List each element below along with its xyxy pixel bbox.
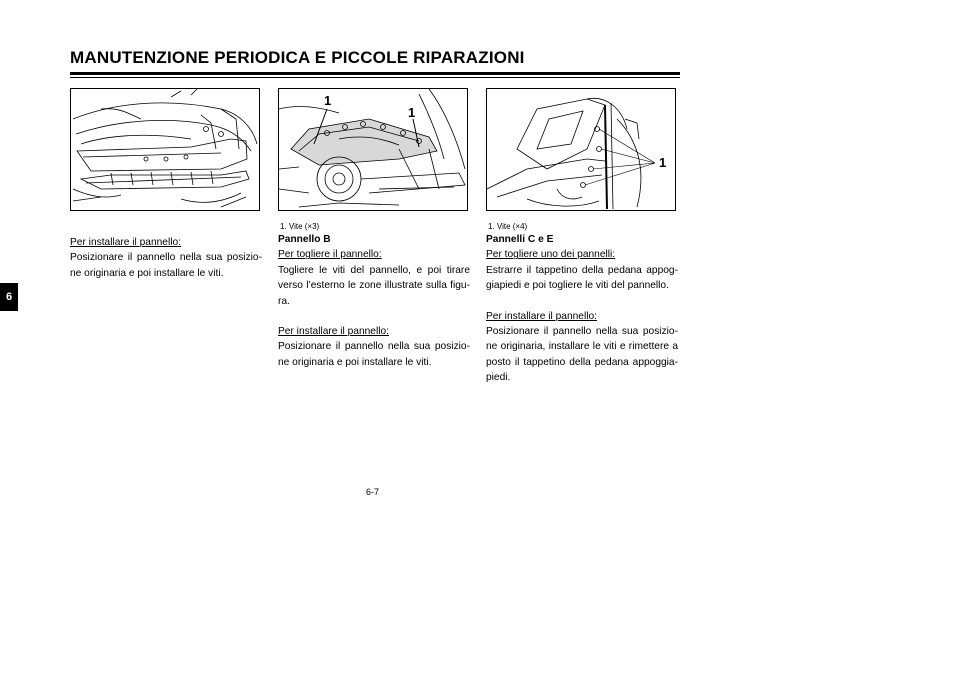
text-column-2 [278,232,470,370]
remove-heading: Per togliere uno dei pannelli: [486,249,616,261]
panel-b-illustration [279,89,467,210]
remove-text: Togliere le viti del pannello, e poi tirare verso l’esterno le zone illustrate sulla figu-ra. [278,264,470,307]
chapter-tab: 6 [0,283,18,311]
panels-c-e-illustration [487,89,675,210]
install-text: Posizionare il pannello nella sua posizio-ne originaria e poi installare le viti. [70,252,262,279]
fig2-caption: 1. Vite (×3) [280,222,320,231]
text-column-1 [70,235,262,281]
install-text: Posizionare il pannello nella sua posizio-ne originaria, installare le viti e rimettere a posto il tappetino della pedana appoggia-piedi. [486,326,678,384]
install-heading: Per installare il pannello: [278,326,389,338]
panels-c-e-title: Pannelli C e E [486,234,554,245]
fig2-callout-b: 1 [408,105,416,120]
figure-panels-c-e [486,88,676,211]
text-column-3 [486,232,678,386]
install-text: Posizionare il pannello nella sua posizio-ne originaria e poi installare le viti. [278,341,470,368]
title-rule-thin [70,77,680,78]
remove-text: Estrarre il tappetino della pedana appog-giapiedi e poi togliere le viti del pannello. [486,264,678,292]
remove-heading: Per togliere il pannello: [278,249,382,261]
title-rule-thick [70,72,680,75]
panel-b-title: Pannello B [278,234,331,245]
install-heading: Per installare il pannello: [486,310,597,322]
page-title: MANUTENZIONE PERIODICA E PICCOLE RIPARAZIONI [70,48,525,67]
page-number: 6-7 [366,487,380,497]
figure-panel-install [70,88,260,211]
install-heading: Per installare il pannello: [70,237,181,248]
fig2-callout-a: 1 [324,93,332,108]
figure-panel-b [278,88,468,211]
fig3-caption: 1. Vite (×4) [488,222,528,231]
panel-install-illustration [71,89,259,210]
fig3-callout: 1 [659,155,667,170]
